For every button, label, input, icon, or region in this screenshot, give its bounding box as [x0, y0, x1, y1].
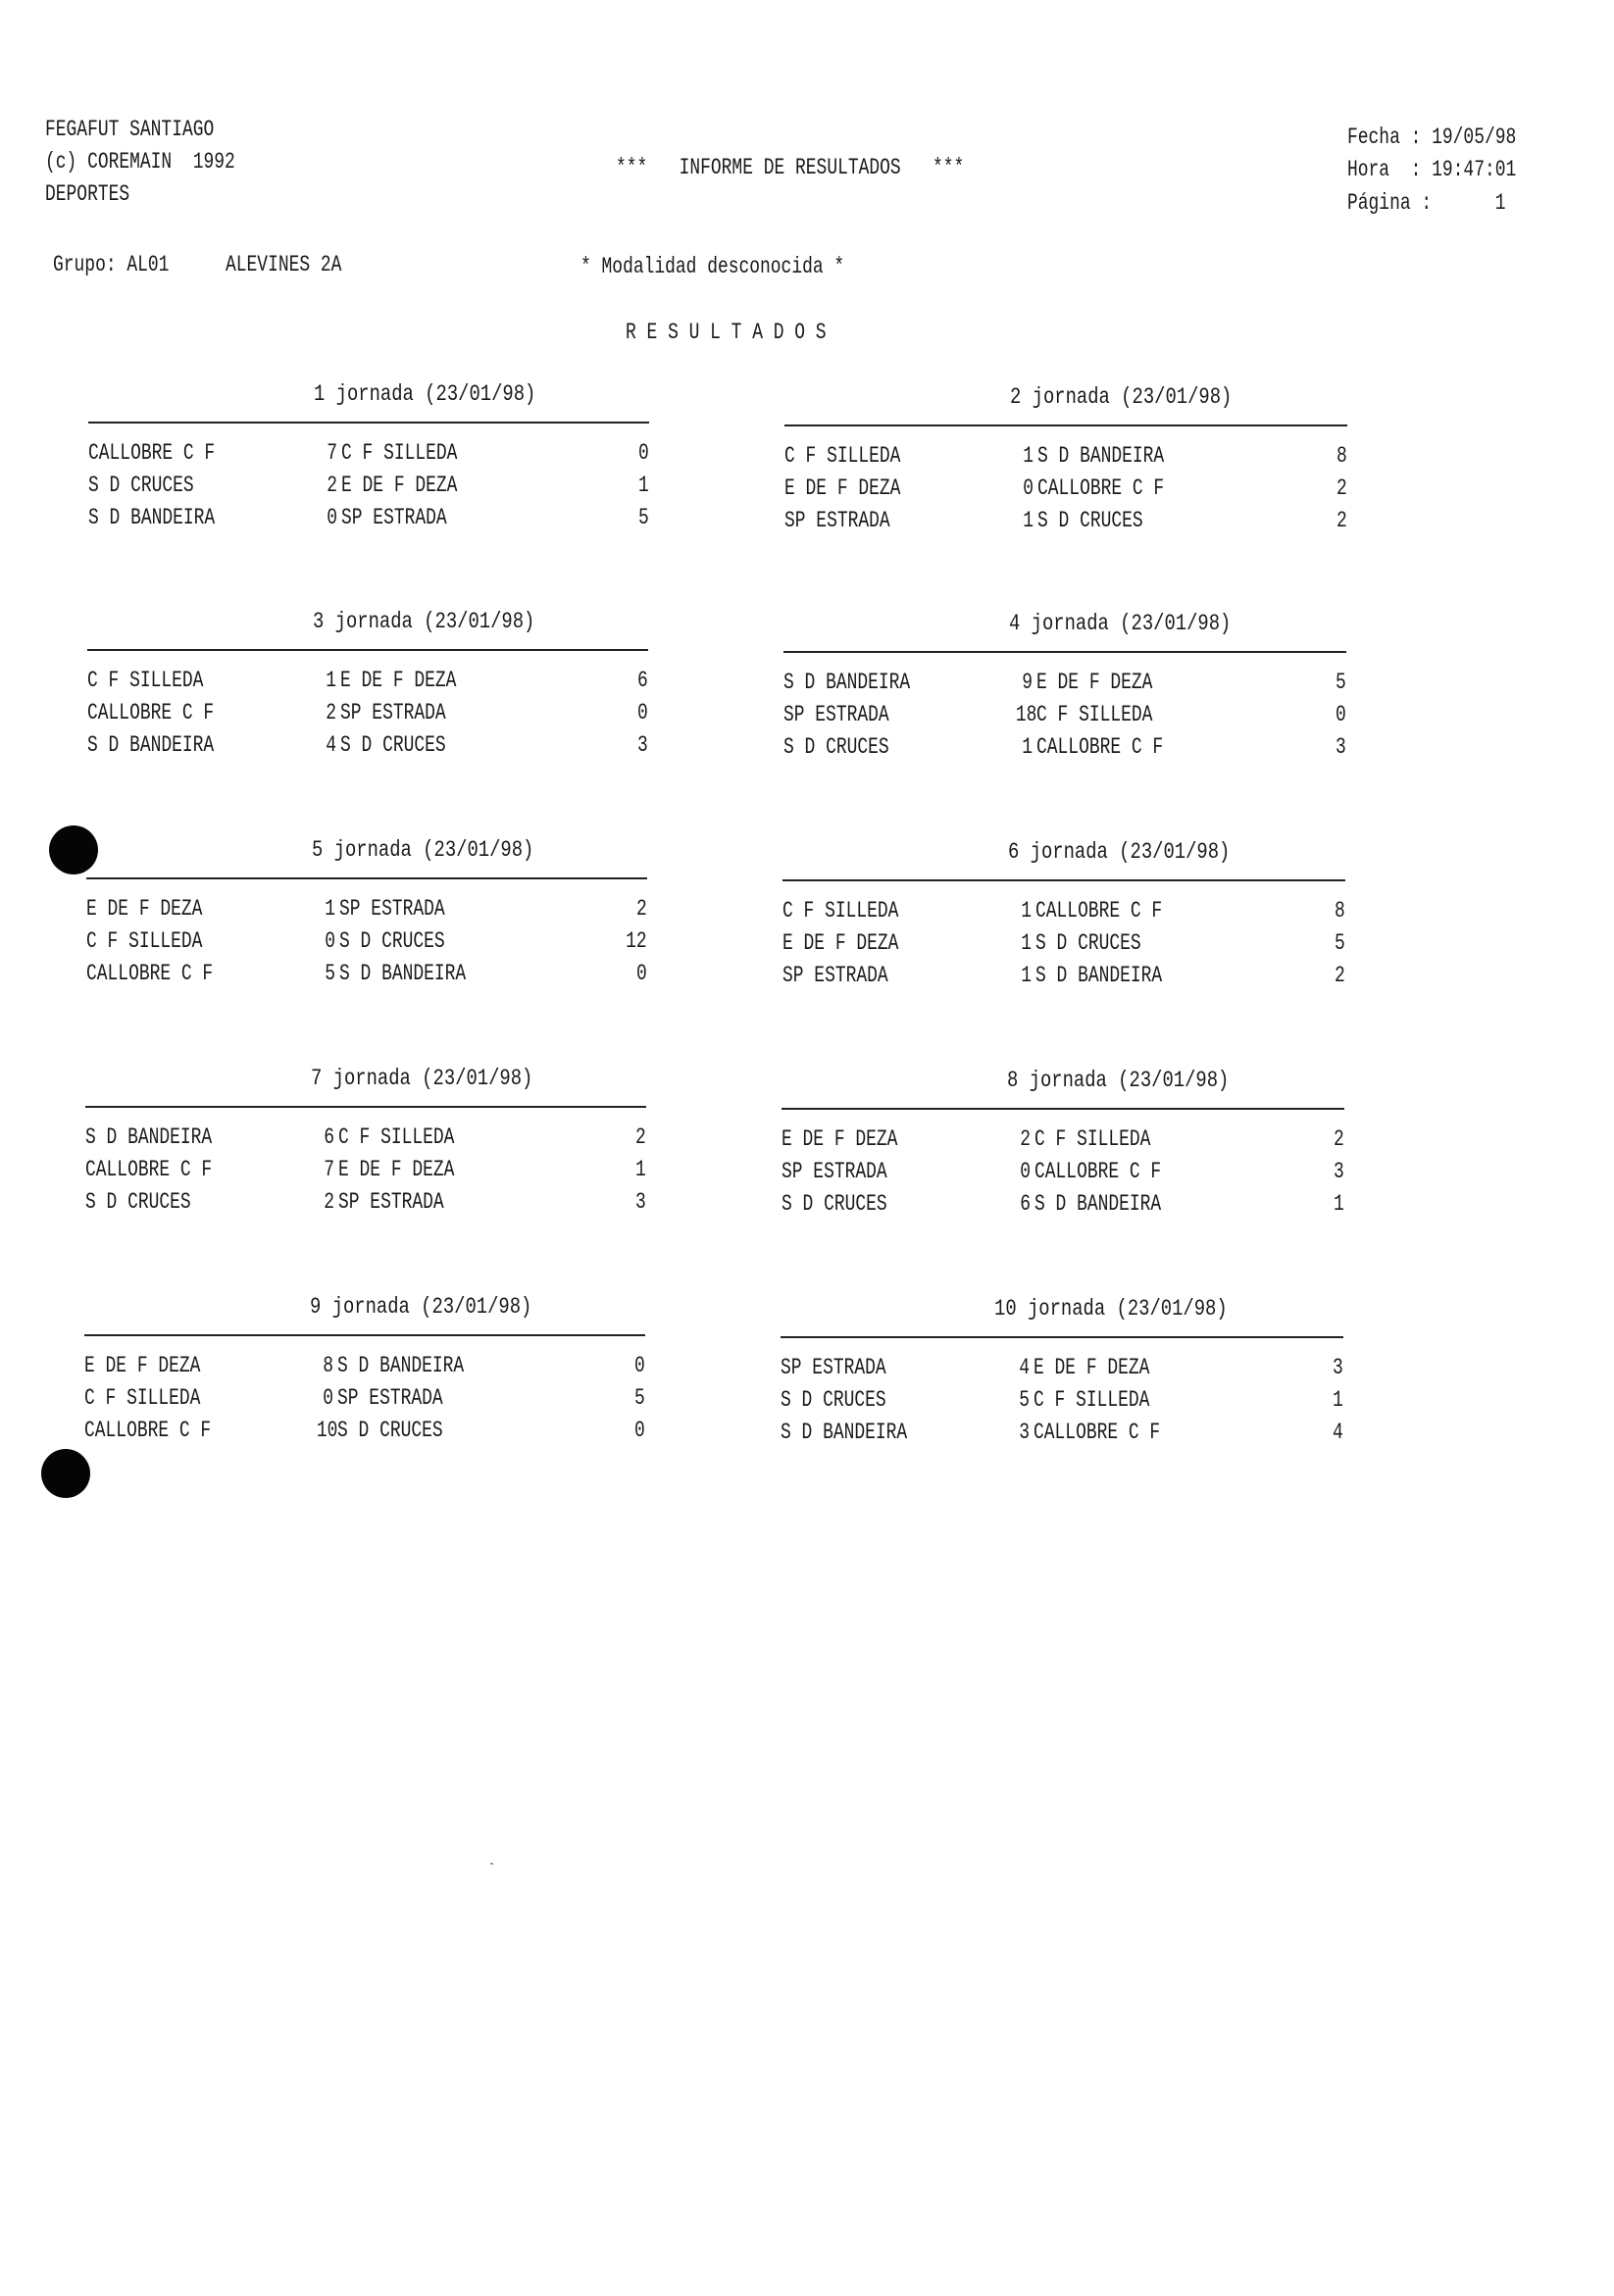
home-team: C F SILLEDA: [87, 668, 204, 693]
round-divider: [88, 422, 649, 424]
match-row: [782, 897, 1345, 929]
away-team: CALLOBRE C F: [1035, 898, 1163, 923]
round-block: [781, 1295, 1343, 1472]
home-score: 0: [325, 928, 335, 954]
home-team: E DE F DEZA: [784, 475, 901, 501]
home-team: E DE F DEZA: [782, 930, 899, 956]
match-row: [781, 1386, 1343, 1419]
punch-hole-bottom: [41, 1449, 90, 1498]
away-score: 12: [626, 928, 647, 954]
away-score: 1: [635, 1157, 646, 1182]
match-list: [88, 439, 649, 536]
home-team: C F SILLEDA: [782, 898, 899, 923]
round-divider: [782, 1108, 1344, 1110]
away-score: 0: [634, 1418, 645, 1443]
match-row: [782, 929, 1345, 962]
home-score: 5: [1019, 1387, 1030, 1413]
match-row: [86, 895, 647, 927]
away-score: 2: [1334, 1126, 1344, 1152]
match-row: [784, 474, 1347, 507]
match-row: [783, 733, 1346, 766]
home-score: 10: [316, 1418, 338, 1443]
away-team: S D BANDEIRA: [1034, 1191, 1162, 1217]
home-team: S D BANDEIRA: [783, 670, 911, 695]
away-score: 0: [636, 961, 647, 986]
round-title: 2 jornada (23/01/98): [1010, 384, 1233, 410]
away-score: 1: [1333, 1387, 1343, 1413]
away-team: S D BANDEIRA: [337, 1353, 465, 1378]
match-row: [87, 699, 648, 731]
home-score: 0: [1023, 475, 1034, 501]
round-block: [782, 1067, 1344, 1243]
match-row: [84, 1417, 645, 1449]
home-score: 1: [1023, 443, 1034, 469]
match-row: [85, 1188, 646, 1221]
home-team: CALLOBRE C F: [85, 1157, 213, 1182]
home-team: E DE F DEZA: [84, 1353, 201, 1378]
away-team: C F SILLEDA: [1034, 1126, 1151, 1152]
away-score: 0: [634, 1353, 645, 1378]
away-team: S D CRUCES: [1037, 508, 1143, 533]
round-title: 8 jornada (23/01/98): [1007, 1068, 1230, 1093]
match-list: [86, 895, 647, 992]
match-list: [783, 669, 1346, 766]
home-score: 2: [324, 1189, 334, 1215]
round-block: [88, 380, 649, 557]
home-score: 1: [1022, 734, 1033, 760]
match-row: [88, 472, 649, 504]
round-block: [783, 610, 1346, 786]
round-title: 4 jornada (23/01/98): [1009, 611, 1232, 636]
away-score: 0: [638, 440, 649, 466]
round-block: [86, 836, 647, 1013]
home-score: 0: [323, 1385, 333, 1411]
match-row: [84, 1352, 645, 1384]
away-score: 2: [1335, 963, 1345, 988]
home-score: 4: [1019, 1355, 1030, 1380]
round-divider: [87, 649, 648, 651]
away-team: E DE F DEZA: [1036, 670, 1153, 695]
home-team: E DE F DEZA: [86, 896, 203, 922]
home-score: 18: [1015, 702, 1037, 727]
away-score: 3: [1333, 1355, 1343, 1380]
round-title: 1 jornada (23/01/98): [314, 381, 536, 407]
match-list: [84, 1352, 645, 1449]
round-divider: [84, 1334, 645, 1336]
away-team: C F SILLEDA: [341, 440, 458, 466]
home-team: CALLOBRE C F: [87, 700, 215, 725]
away-team: SP ESTRADA: [338, 1189, 444, 1215]
away-score: 0: [1336, 702, 1346, 727]
away-team: S D CRUCES: [337, 1418, 443, 1443]
home-team: S D BANDEIRA: [87, 732, 215, 758]
match-row: [782, 1158, 1344, 1190]
home-team: S D CRUCES: [88, 473, 194, 498]
match-row: [88, 504, 649, 536]
away-team: S D BANDEIRA: [339, 961, 467, 986]
away-team: C F SILLEDA: [338, 1124, 455, 1150]
away-score: 2: [636, 896, 647, 922]
home-team: S D BANDEIRA: [85, 1124, 213, 1150]
match-list: [782, 1125, 1344, 1223]
home-score: 1: [1021, 930, 1032, 956]
home-score: 8: [323, 1353, 333, 1378]
round-title: 5 jornada (23/01/98): [312, 837, 534, 863]
org-name: FEGAFUT SANTIAGO: [45, 117, 215, 142]
page-number: Página : 1: [1347, 190, 1506, 216]
home-score: 3: [1019, 1420, 1030, 1445]
home-score: 1: [1021, 898, 1032, 923]
match-row: [781, 1419, 1343, 1451]
report-date: Fecha : 19/05/98: [1347, 125, 1517, 150]
home-team: S D CRUCES: [85, 1189, 191, 1215]
home-team: SP ESTRADA: [783, 702, 889, 727]
home-team: C F SILLEDA: [784, 443, 901, 469]
modality-label: * Modalidad desconocida *: [580, 254, 845, 279]
home-score: 1: [1023, 508, 1034, 533]
away-team: S D CRUCES: [1035, 930, 1141, 956]
home-team: SP ESTRADA: [782, 963, 888, 988]
round-divider: [85, 1106, 646, 1108]
match-row: [783, 669, 1346, 701]
home-score: 2: [327, 473, 337, 498]
round-divider: [782, 879, 1345, 881]
match-list: [784, 442, 1347, 539]
home-score: 5: [325, 961, 335, 986]
round-title: 9 jornada (23/01/98): [310, 1294, 532, 1320]
home-score: 6: [1020, 1191, 1031, 1217]
home-score: 7: [324, 1157, 334, 1182]
report-title: *** INFORME DE RESULTADOS ***: [616, 155, 965, 180]
home-team: S D CRUCES: [783, 734, 889, 760]
match-row: [87, 731, 648, 764]
round-divider: [781, 1336, 1343, 1338]
home-team: C F SILLEDA: [86, 928, 203, 954]
round-title: 3 jornada (23/01/98): [313, 609, 535, 634]
home-score: 6: [324, 1124, 334, 1150]
home-team: S D BANDEIRA: [88, 505, 216, 530]
match-row: [782, 962, 1345, 994]
away-team: SP ESTRADA: [337, 1385, 443, 1411]
home-team: S D CRUCES: [781, 1387, 886, 1413]
round-divider: [784, 424, 1347, 426]
away-team: E DE F DEZA: [340, 668, 457, 693]
match-row: [86, 927, 647, 960]
match-list: [781, 1354, 1343, 1451]
away-team: CALLOBRE C F: [1034, 1420, 1161, 1445]
home-score: 2: [1020, 1126, 1031, 1152]
match-row: [87, 667, 648, 699]
round-divider: [783, 651, 1346, 653]
round-title: 7 jornada (23/01/98): [311, 1066, 533, 1091]
away-score: 0: [637, 700, 648, 725]
match-row: [88, 439, 649, 472]
away-team: S D BANDEIRA: [1037, 443, 1165, 469]
away-team: E DE F DEZA: [341, 473, 458, 498]
home-team: CALLOBRE C F: [88, 440, 216, 466]
away-score: 5: [1336, 670, 1346, 695]
home-score: 0: [1020, 1159, 1031, 1184]
round-title: 6 jornada (23/01/98): [1008, 839, 1231, 865]
report-time: Hora : 19:47:01: [1347, 157, 1517, 182]
match-row: [783, 701, 1346, 733]
punch-hole-top: [49, 825, 98, 874]
match-row: [85, 1123, 646, 1156]
away-team: S D CRUCES: [339, 928, 445, 954]
away-team: CALLOBRE C F: [1037, 475, 1165, 501]
round-divider: [86, 877, 647, 879]
home-score: 1: [1021, 963, 1032, 988]
match-row: [86, 960, 647, 992]
away-team: C F SILLEDA: [1036, 702, 1153, 727]
away-score: 8: [1337, 443, 1347, 469]
org-copyright: (c) COREMAIN 1992: [45, 149, 235, 175]
match-row: [84, 1384, 645, 1417]
match-row: [85, 1156, 646, 1188]
away-score: 8: [1335, 898, 1345, 923]
home-score: 7: [327, 440, 337, 466]
match-list: [87, 667, 648, 764]
away-score: 5: [634, 1385, 645, 1411]
match-row: [782, 1190, 1344, 1223]
home-score: 2: [326, 700, 336, 725]
home-team: SP ESTRADA: [781, 1355, 886, 1380]
match-row: [784, 442, 1347, 474]
home-team: S D BANDEIRA: [781, 1420, 908, 1445]
away-score: 5: [638, 505, 649, 530]
home-team: CALLOBRE C F: [84, 1418, 212, 1443]
round-block: [784, 383, 1347, 560]
away-team: S D BANDEIRA: [1035, 963, 1163, 988]
home-score: 1: [326, 668, 336, 693]
round-block: [84, 1293, 645, 1470]
away-score: 4: [1333, 1420, 1343, 1445]
home-team: E DE F DEZA: [782, 1126, 898, 1152]
scan-speck: [490, 1863, 493, 1865]
away-score: 5: [1335, 930, 1345, 956]
away-score: 1: [1334, 1191, 1344, 1217]
away-team: CALLOBRE C F: [1034, 1159, 1162, 1184]
home-team: C F SILLEDA: [84, 1385, 201, 1411]
home-score: 4: [326, 732, 336, 758]
away-team: E DE F DEZA: [1034, 1355, 1150, 1380]
away-team: S D CRUCES: [340, 732, 446, 758]
home-team: SP ESTRADA: [782, 1159, 887, 1184]
section-title: R E S U L T A D O S: [626, 320, 827, 345]
away-score: 2: [1337, 475, 1347, 501]
match-row: [784, 507, 1347, 539]
home-team: S D CRUCES: [782, 1191, 887, 1217]
away-score: 2: [1337, 508, 1347, 533]
away-score: 2: [635, 1124, 646, 1150]
match-row: [782, 1125, 1344, 1158]
away-score: 3: [635, 1189, 646, 1215]
group-category: ALEVINES 2A: [226, 252, 342, 277]
round-block: [782, 838, 1345, 1015]
away-score: 3: [1334, 1159, 1344, 1184]
group-code: Grupo: AL01: [53, 252, 170, 277]
away-score: 6: [637, 668, 648, 693]
home-score: 1: [325, 896, 335, 922]
away-team: SP ESTRADA: [341, 505, 447, 530]
home-team: SP ESTRADA: [784, 508, 890, 533]
home-score: 0: [327, 505, 337, 530]
match-list: [782, 897, 1345, 994]
away-team: E DE F DEZA: [338, 1157, 455, 1182]
home-team: CALLOBRE C F: [86, 961, 214, 986]
away-team: CALLOBRE C F: [1036, 734, 1164, 760]
away-score: 1: [638, 473, 649, 498]
round-block: [87, 608, 648, 784]
away-team: SP ESTRADA: [340, 700, 446, 725]
away-team: C F SILLEDA: [1034, 1387, 1150, 1413]
round-block: [85, 1065, 646, 1241]
match-list: [85, 1123, 646, 1221]
org-department: DEPORTES: [45, 181, 130, 207]
match-row: [781, 1354, 1343, 1386]
away-score: 3: [637, 732, 648, 758]
away-team: SP ESTRADA: [339, 896, 445, 922]
home-score: 9: [1022, 670, 1033, 695]
away-score: 3: [1336, 734, 1346, 760]
round-title: 10 jornada (23/01/98): [994, 1296, 1228, 1322]
